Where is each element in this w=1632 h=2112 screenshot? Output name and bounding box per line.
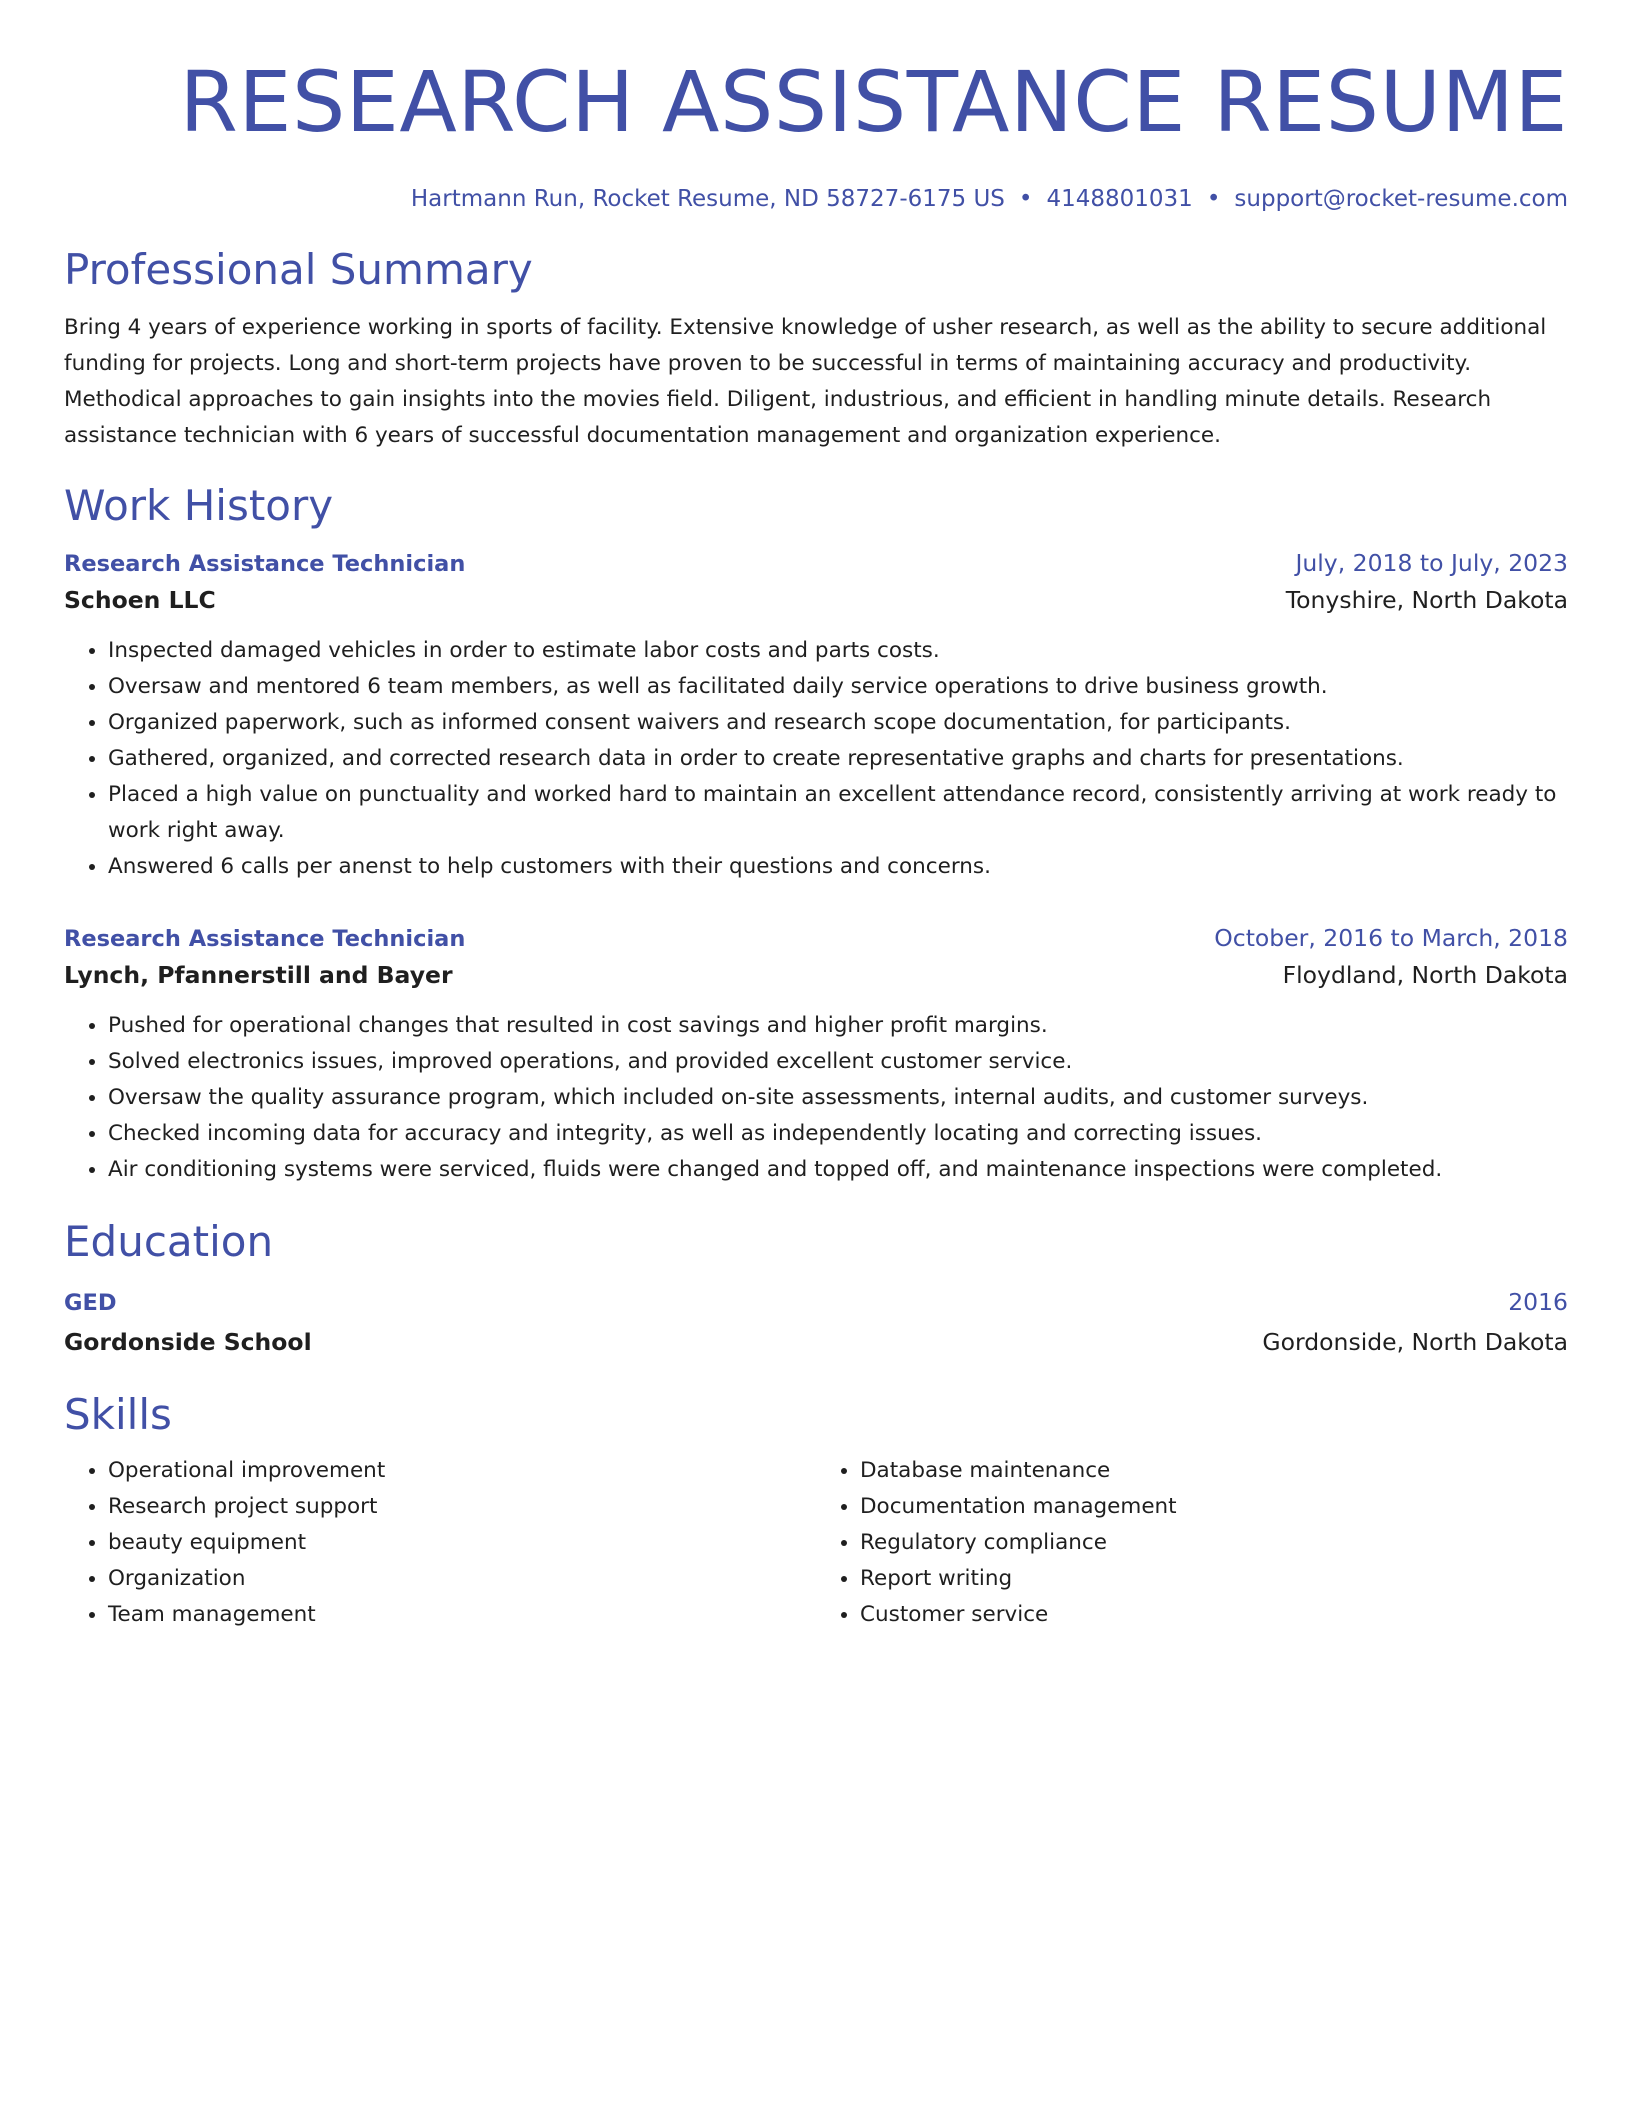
- job-location: Tonyshire, North Dakota: [1285, 586, 1568, 614]
- job-bullet: • Organized paperwork, such as informed consent waivers and research scope documentation, for participants.: [108, 705, 1568, 741]
- contact-phone: 4148801031: [1046, 186, 1193, 212]
- skill-item: • Database maintenance: [860, 1453, 1568, 1489]
- job-title: Research Assistance Technician: [64, 926, 466, 952]
- skill-item: • Customer service: [860, 1597, 1568, 1633]
- contact-separator: •: [1206, 186, 1221, 212]
- resume-title: RESEARCH ASSISTANCE RESUME: [179, 53, 1568, 151]
- job-dates: July, 2018 to July, 2023: [1295, 549, 1568, 577]
- job-bullet: • Answered 6 calls per anenst to help customers with their questions and concerns.: [108, 849, 1568, 885]
- job-entry: [64, 921, 1568, 1188]
- job-title: Research Assistance Technician: [64, 551, 466, 577]
- education-section: [64, 1216, 1568, 1361]
- resume-header: [64, 0, 1568, 214]
- section-heading-education: Education: [64, 1217, 274, 1266]
- job-header-row: [64, 921, 1568, 956]
- education-location: Gordonside, North Dakota: [1262, 1328, 1568, 1356]
- job-bullet: • Solved electronics issues, improved operations, and provided excellent customer service.: [108, 1044, 1568, 1080]
- job-entry: [64, 546, 1568, 885]
- education-year: 2016: [1508, 1288, 1568, 1316]
- job-bullet: • Air conditioning systems were serviced, fluids were changed and topped off, and maintenance inspections were completed.: [108, 1152, 1568, 1188]
- education-header-row: [64, 1282, 1568, 1323]
- contact-separator: •: [1018, 186, 1033, 212]
- section-heading-skills: Skills: [64, 1390, 172, 1439]
- job-company: Schoen LLC: [64, 586, 216, 614]
- professional-summary-section: [64, 244, 1568, 454]
- job-dates: October, 2016 to March, 2018: [1214, 924, 1568, 952]
- contact-line: [64, 184, 1568, 214]
- job-company: Lynch, Pfannerstill and Bayer: [64, 961, 453, 989]
- job-bullets: [64, 633, 1568, 885]
- section-heading-work: Work History: [64, 481, 334, 530]
- job-bullet: • Checked incoming data for accuracy and integrity, as well as independently locating and correcting issues.: [108, 1116, 1568, 1152]
- job-bullet: • Gathered, organized, and corrected research data in order to create representative graphs and charts for presentations.: [108, 741, 1568, 777]
- skills-section: [64, 1389, 1568, 1633]
- education-school-row: [64, 1323, 1568, 1361]
- skill-item: • beauty equipment: [108, 1525, 816, 1561]
- job-company-row: [64, 581, 1568, 619]
- education-school: Gordonside School: [64, 1328, 312, 1356]
- job-header-row: [64, 546, 1568, 581]
- job-company-row: [64, 956, 1568, 994]
- contact-address: Hartmann Run, Rocket Resume, ND 58727-6175 US: [410, 186, 1005, 212]
- skill-item: • Report writing: [860, 1561, 1568, 1597]
- education-entry: [64, 1282, 1568, 1361]
- education-degree: GED: [64, 1290, 117, 1316]
- skill-item: • Organization: [108, 1561, 816, 1597]
- skills-list: [64, 1453, 816, 1633]
- skill-item: • Documentation management: [860, 1489, 1568, 1525]
- section-heading-summary: Professional Summary: [64, 245, 533, 294]
- skill-item: • Regulatory compliance: [860, 1525, 1568, 1561]
- job-bullet: • Inspected damaged vehicles in order to estimate labor costs and parts costs.: [108, 633, 1568, 669]
- contact-email: support@rocket-resume.com: [1234, 186, 1568, 212]
- skills-grid: [64, 1453, 1568, 1633]
- job-bullet: • Oversaw and mentored 6 team members, as well as facilitated daily service operations to drive business growth.: [108, 669, 1568, 705]
- skills-list: [816, 1453, 1568, 1633]
- job-location: Floydland, North Dakota: [1282, 961, 1568, 989]
- skill-item: • Operational improvement: [108, 1453, 816, 1489]
- summary-text: Bring 4 years of experience working in sports of facility. Extensive knowledge of usher research, as well as the ability to secure additional funding for projects. Long and short-term projects have proven to be successful in terms of maintaining accuracy and productivity. Methodical approaches to gain insights into the movies field. Diligent, industrious, and efficient in handling minute details. Research assistance technician with 6 years of successful documentation management and organization experience.: [64, 315, 1547, 448]
- skills-column-left: [64, 1453, 816, 1633]
- skills-column-right: [816, 1453, 1568, 1633]
- job-bullets: [64, 1008, 1568, 1188]
- work-history-section: [64, 480, 1568, 1188]
- skill-item: • Research project support: [108, 1489, 816, 1525]
- job-bullet: • Placed a high value on punctuality and worked hard to maintain an excellent attendance record, consistently arriving at work ready to work right away.: [108, 777, 1568, 849]
- job-bullet: • Pushed for operational changes that resulted in cost savings and higher profit margins.: [108, 1008, 1568, 1044]
- job-bullet: • Oversaw the quality assurance program, which included on-site assessments, internal audits, and customer surveys.: [108, 1080, 1568, 1116]
- skill-item: • Team management: [108, 1597, 816, 1633]
